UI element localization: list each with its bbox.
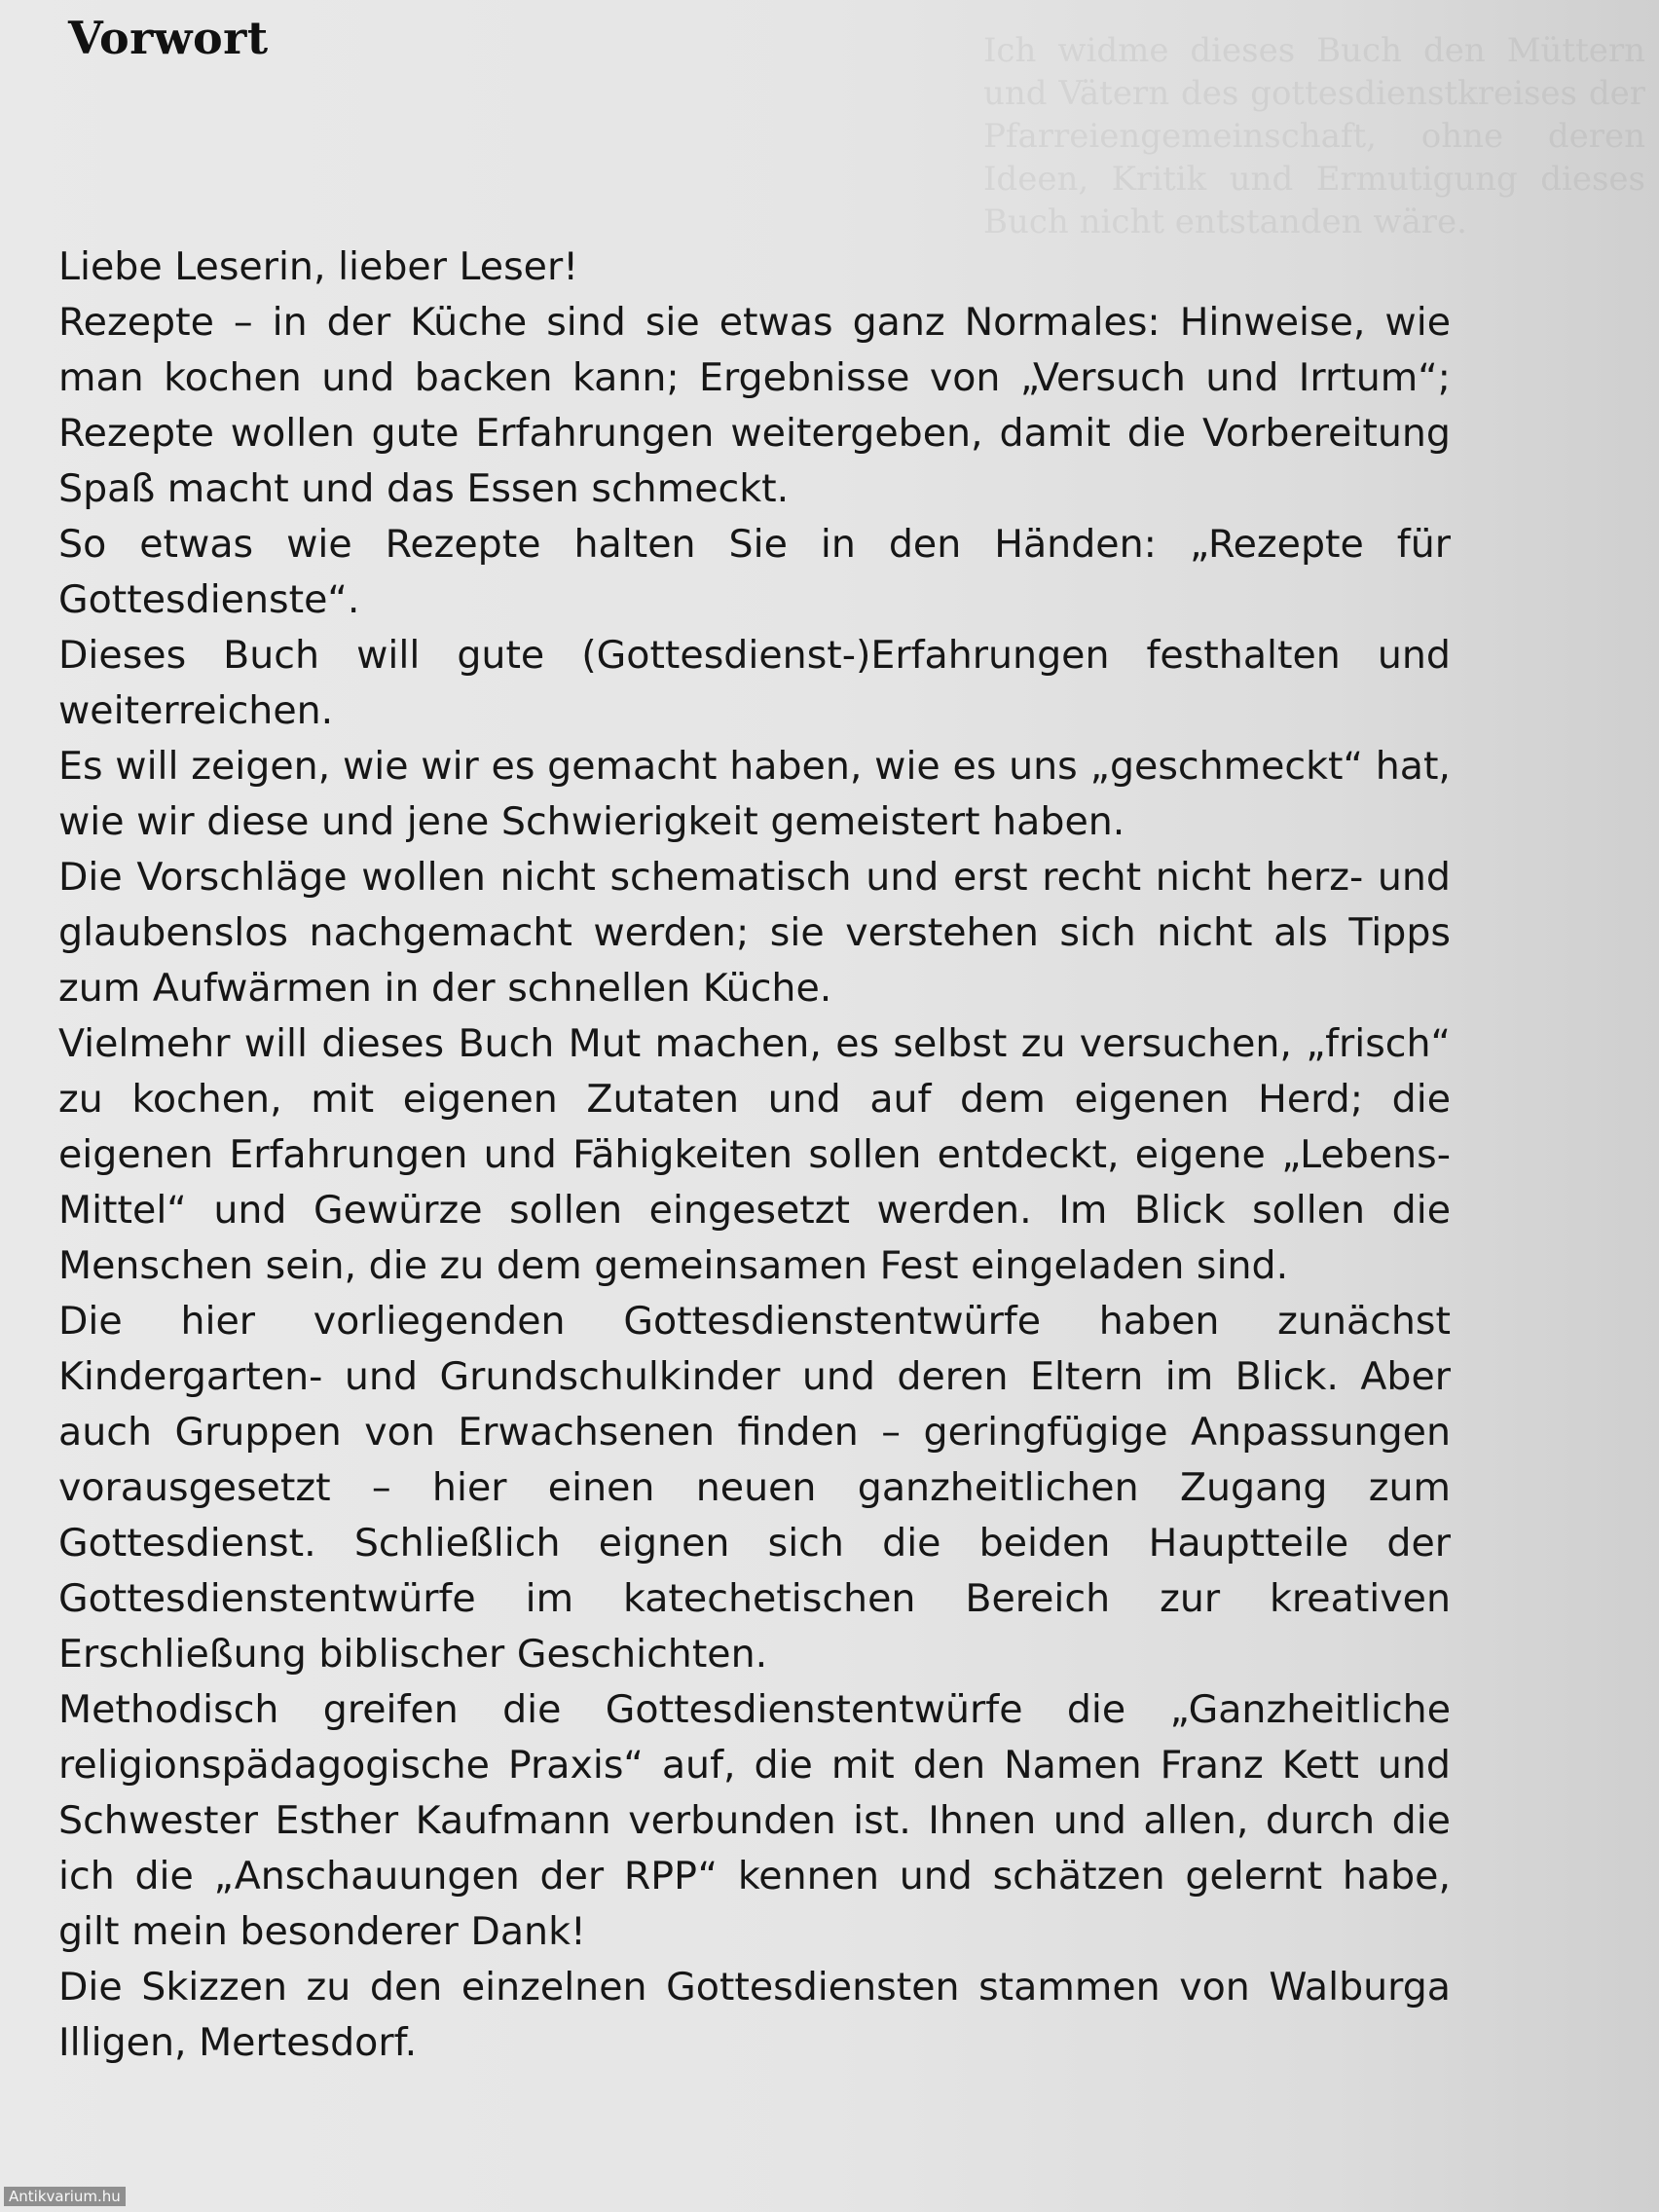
paragraph-sketches: Die Skizzen zu den einzelnen Gottesdiensten stammen von Walburga Illigen, Mertesdorf.	[58, 1965, 1451, 2065]
paragraph-show-how: Es will zeigen, wie wir es gemacht haben, wie es uns „geschmeckt“ hat, wie wir diese und jene Schwierigkeit gemeistert haben.	[58, 744, 1451, 844]
paragraph-courage: Vielmehr will dieses Buch Mut machen, es selbst zu versuchen, „frisch“ zu kochen, mit eigenen Zutaten und auf dem eigenen Herd; die eigenen Erfahrungen und Fähigkeiten sollen entdeckt, eigene „Lebens-Mittel“ und Gewürze sollen eingesetzt werden. Im Blick sollen die Menschen sein, die zu dem gemeinsamen Fest eingeladen sind.	[58, 1021, 1451, 1288]
preface-body	[58, 240, 1451, 2071]
watermark-label: Antikvarium.hu	[4, 2187, 126, 2206]
paragraph-method: Methodisch greifen die Gottesdienstentwürfe die „Ganzheitliche religionspädagogische Praxis“ auf, die mit den Namen Franz Kett und Schwester Esther Kaufmann verbunden ist. Ihnen und allen, durch die ich die „Anschauungen der RPP“ kennen und schätzen gelernt habe, gilt mein besonderer Dank!	[58, 1687, 1451, 1954]
paragraph-audience: Die hier vorliegenden Gottesdienstentwürfe haben zunächst Kindergarten- und Grundschulkinder und deren Eltern im Blick. Aber auch Gruppen von Erwachsenen finden – geringfügige Anpassungen vorausgesetzt – hier einen neuen ganzheitlichen Zugang zum Gottesdienst. Schließlich eignen sich die beiden Hauptteile der Gottesdienstentwürfe im katechetischen Bereich zur kreativen Erschließung biblischer Geschichten.	[58, 1299, 1451, 1677]
paragraph-book-intent: Dieses Buch will gute (Gottesdienst-)Erfahrungen festhalten und weiterreichen.	[58, 633, 1451, 733]
paragraph-recipes: Rezepte – in der Küche sind sie etwas ganz Normales: Hinweise, wie man kochen und backen kann; Ergebnisse von „Versuch und Irrtum“; Rezepte wollen gute Erfahrungen weitergeben, damit die Vorbereitung Spaß macht und das Essen schmeckt.	[58, 300, 1451, 511]
paragraph-in-hands: So etwas wie Rezepte halten Sie in den Händen: „Rezepte für Gottesdienste“.	[58, 522, 1451, 622]
bleed-through-text: Ich widme dieses Buch den Müttern und Vätern des gottesdienstkreises der Pfarreiengemeinschaft, ohne deren Ideen, Kritik und Ermutigung dieses Buch nicht entstanden wäre.	[983, 31, 1645, 241]
paragraph-suggestions: Die Vorschläge wollen nicht schematisch und erst recht nicht herz- und glaubenslos nachgemacht werden; sie verstehen sich nicht als Tipps zum Aufwärmen in der schnellen Küche.	[58, 855, 1451, 1011]
paragraph-greeting: Liebe Leserin, lieber Leser!	[58, 244, 579, 289]
page-title: Vorwort	[68, 12, 269, 64]
